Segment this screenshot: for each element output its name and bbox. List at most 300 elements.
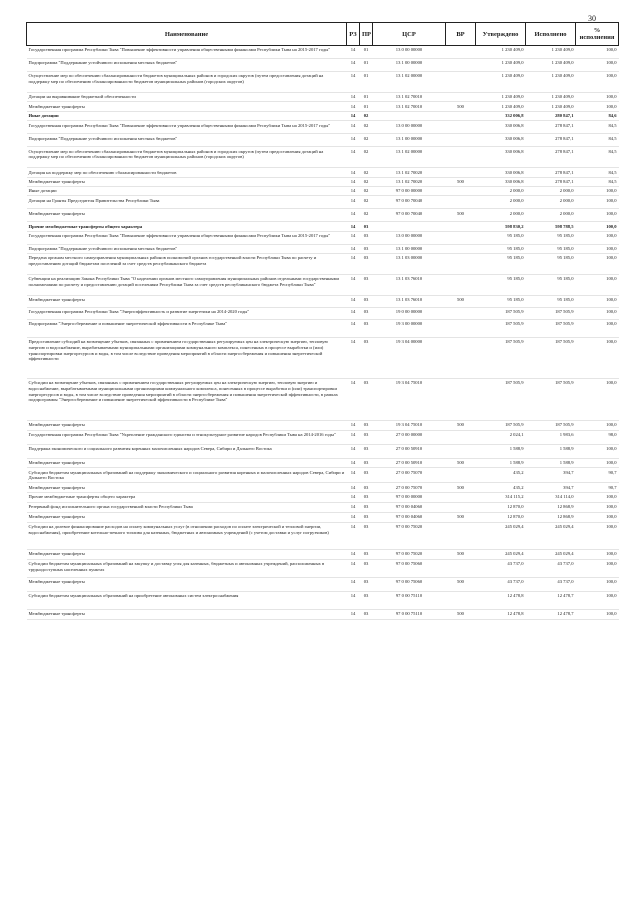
- cell-csr: 13 1 02 70020: [395, 178, 423, 184]
- cell-csr: 97 0 00 00000: [395, 494, 423, 500]
- cell-csr: 27 0 00 75070: [395, 484, 423, 490]
- cell-name: Межбюджетные трансферты: [28, 484, 85, 490]
- cell-percent: 100,0: [606, 309, 617, 315]
- cell-rz: 14: [350, 611, 356, 617]
- cell-csr: 19 3 04 75010: [395, 380, 423, 386]
- header-percent: % исполнения: [576, 23, 619, 46]
- table-row: [27, 222, 619, 231]
- cell-pr: 03: [363, 309, 369, 315]
- cell-rz: 14: [350, 339, 356, 345]
- cell-rz: 14: [350, 94, 356, 100]
- cell-pr: 01: [363, 103, 369, 109]
- cell-name: Подпрограмма "Поддержание устойчивого исполнения местных бюджетов": [28, 60, 178, 66]
- cell-pr: 03: [363, 469, 369, 475]
- cell-percent: 100,0: [606, 561, 617, 567]
- cell-vr: [446, 445, 476, 459]
- cell-vr: [446, 222, 476, 231]
- cell-pr: 03: [363, 246, 369, 252]
- cell-vr: [446, 111, 476, 120]
- cell-percent: 84,5: [608, 135, 617, 141]
- cell-executed: 187 505,9: [555, 422, 574, 428]
- cell-rz: 14: [350, 297, 356, 303]
- cell-pr: 01: [363, 73, 369, 79]
- cell-csr: 13 1 02 00000: [395, 73, 423, 79]
- cell-vr: [446, 320, 476, 338]
- cell-approved: 435,2: [513, 484, 524, 490]
- cell-approved: 330 006,8: [505, 135, 524, 141]
- cell-name: Поддержка экономического и социального развития коренных малочисленных народов Севера, Сибири и Дальнего Востока: [28, 446, 272, 452]
- cell-executed: 2 000,0: [559, 210, 574, 216]
- cell-rz: 14: [350, 551, 356, 557]
- header-executed: Исполнено: [526, 23, 576, 46]
- cell-csr: 13 1 03 76010: [395, 276, 423, 282]
- table-row: [27, 111, 619, 120]
- cell-percent: 100,0: [606, 380, 617, 386]
- cell-name: Подпрограмма "Энергосбережение и повышение энергетической эффективности в Республике Тыва": [28, 321, 228, 327]
- cell-pr: 03: [363, 611, 369, 617]
- cell-executed: 1 230 409,0: [551, 73, 574, 79]
- cell-approved: 1 230 409,0: [501, 103, 524, 109]
- cell-pr: 03: [363, 561, 369, 567]
- table-row: [27, 591, 619, 609]
- cell-percent: 100,0: [606, 297, 617, 303]
- cell-csr: 13 1 02 70020: [395, 169, 423, 175]
- cell-pr: 03: [363, 223, 369, 229]
- cell-executed: 394,7: [563, 469, 574, 475]
- table-row: [27, 559, 619, 577]
- cell-pr: 01: [363, 94, 369, 100]
- cell-pr: 03: [363, 579, 369, 585]
- cell-rz: 14: [350, 188, 356, 194]
- table-row: [27, 254, 619, 275]
- cell-rz: 14: [350, 309, 356, 315]
- cell-percent: 100,0: [606, 103, 617, 109]
- cell-percent: 90,7: [608, 484, 617, 490]
- cell-pr: 01: [363, 47, 369, 53]
- cell-csr: 13 0 00 00000: [395, 122, 423, 128]
- cell-vr: [446, 591, 476, 609]
- cell-approved: 43 737,0: [507, 561, 524, 567]
- table-row: [27, 296, 619, 308]
- cell-executed: 278 847,1: [555, 169, 574, 175]
- cell-csr: 97 0 00 75110: [395, 593, 423, 599]
- cell-executed: 95 185,0: [557, 276, 574, 282]
- table-row: [27, 102, 619, 111]
- cell-csr: 19 3 00 00000: [395, 321, 423, 327]
- cell-pr: 03: [363, 446, 369, 452]
- cell-csr: 97 0 00 75060: [395, 561, 423, 567]
- cell-percent: 100,0: [606, 246, 617, 252]
- cell-pr: 02: [363, 178, 369, 184]
- cell-vr: [446, 338, 476, 379]
- cell-csr: 97 0 00 75020: [395, 551, 423, 557]
- cell-name: Предоставление субсидий на возмещение убытков, связанных с применением государственных регулируемых цен на электрическую энергию, тепловую энергию и водоснабжение, вырабатываемыми муниципальными организациями коммунального комплекса, понесенных в процессе выработки и (или) транспортировки энергоресурсов и воды, в том числе вследствие проведения мероприятий в области энергосбережения и повышения энергетической эффективности: [28, 339, 328, 362]
- cell-name: Прочие межбюджетные трансферты общего характера: [28, 223, 143, 229]
- cell-csr: 97 0 00 75020: [395, 524, 423, 530]
- cell-executed: 95 185,0: [557, 246, 574, 252]
- header-csr: ЦСР: [373, 23, 446, 46]
- cell-vr: 500: [457, 422, 464, 428]
- cell-rz: 14: [350, 514, 356, 520]
- cell-approved: 2 000,0: [509, 210, 524, 216]
- cell-csr: 19 0 00 00000: [395, 309, 423, 315]
- cell-vr: [446, 244, 476, 253]
- cell-rz: 14: [350, 103, 356, 109]
- table-row: [27, 46, 619, 59]
- cell-vr: [446, 134, 476, 147]
- cell-executed: 278 847,1: [555, 178, 574, 184]
- cell-rz: 14: [350, 197, 356, 203]
- cell-vr: 500: [457, 210, 464, 216]
- cell-name: Межбюджетные трансферты: [28, 103, 85, 109]
- table-row: [27, 421, 619, 431]
- cell-name: Субсидии бюджетам муниципальных образований на поддержку экономического и социального развития коренных и малочисленных народов Севера, Сибири и Дальнего Востока: [28, 469, 345, 481]
- cell-approved: 330 006,8: [505, 122, 524, 128]
- cell-vr: [446, 168, 476, 177]
- cell-csr: 97 0 00 75110: [395, 611, 423, 617]
- cell-percent: 100,0: [606, 223, 617, 229]
- cell-approved: 12 870,0: [507, 504, 524, 510]
- cell-percent: 100,0: [606, 73, 617, 79]
- cell-name: Подпрограмма "Поддержание устойчивого исполнения местных бюджетов": [28, 135, 178, 141]
- cell-name: Субсидии бюджетам муниципальных образований на приобретение автономных систем электроснабжения: [28, 593, 239, 599]
- table-row: [27, 522, 619, 549]
- table-row: [27, 320, 619, 338]
- cell-percent: 100,0: [606, 255, 617, 261]
- cell-executed: 1 588,9: [559, 460, 574, 466]
- table-row: [27, 459, 619, 468]
- cell-rz: 14: [350, 524, 356, 530]
- table-row: [27, 512, 619, 522]
- cell-pr: 01: [363, 60, 369, 66]
- cell-executed: 43 737,0: [557, 579, 574, 585]
- cell-executed: 1 230 409,0: [551, 94, 574, 100]
- page-number: 30: [588, 14, 596, 23]
- cell-vr: [446, 231, 476, 244]
- cell-name: Субсидии на возмещение убытков, связанных с применением государственных регулируемых цен на электрическую энергию, тепловую энергию и водоснабжение, вырабатываемыми муниципальными организациями коммунального комплекса, понесенных в процессе выработки и (или) транспортировки энергоресурсов и воды, в том числе вследствие проведения мероприятий в области энергосбережения и повышения энергетической эффективности, в рамках подпрограммы "Энергосбережение и повышение энергетической эффективности в Республике Тыва": [28, 380, 338, 403]
- cell-percent: 100,0: [606, 446, 617, 452]
- cell-percent: 100,0: [606, 579, 617, 585]
- cell-vr: [446, 59, 476, 72]
- cell-rz: 14: [350, 148, 356, 154]
- table-row: [27, 244, 619, 253]
- cell-percent: 100,0: [606, 593, 617, 599]
- cell-name: Осуществление мер по обеспечению сбалансированности бюджетов муниципальных районов и городских округов (путем предоставления дотаций на поддержку мер по обеспечению сбалансированности бюджетов муниципальных районов (городских округов): [28, 148, 324, 160]
- cell-name: Дотации на выравнивание бюджетной обеспеченности: [28, 94, 136, 100]
- cell-vr: 500: [457, 484, 464, 490]
- cell-percent: 90,7: [608, 469, 617, 475]
- cell-csr: 13 1 00 00000: [395, 246, 423, 252]
- cell-vr: [446, 275, 476, 296]
- cell-executed: 187 505,9: [555, 309, 574, 315]
- cell-csr: 13 1 03 00000: [395, 255, 423, 261]
- cell-name: Межбюджетные трансферты: [28, 551, 85, 557]
- cell-percent: 100,0: [606, 422, 617, 428]
- cell-vr: 500: [457, 514, 464, 520]
- cell-name: Межбюджетные трансферты: [28, 611, 85, 617]
- cell-percent: 100,0: [606, 276, 617, 282]
- cell-approved: 95 185,0: [507, 255, 524, 261]
- cell-rz: 14: [350, 446, 356, 452]
- cell-executed: 187 505,9: [555, 339, 574, 345]
- cell-pr: 02: [363, 113, 369, 119]
- table-row: [27, 147, 619, 168]
- table-row: [27, 196, 619, 209]
- cell-pr: 03: [363, 494, 369, 500]
- cell-rz: 14: [350, 246, 356, 252]
- table-row: [27, 502, 619, 512]
- cell-csr: [373, 111, 446, 120]
- cell-rz: 14: [350, 380, 356, 386]
- cell-executed: 187 505,9: [555, 380, 574, 386]
- cell-percent: 100,0: [606, 94, 617, 100]
- cell-approved: 598 830,2: [505, 223, 524, 229]
- cell-percent: 100,0: [606, 233, 617, 239]
- table-row: [27, 275, 619, 296]
- cell-approved: 187 505,9: [505, 380, 524, 386]
- cell-name: Межбюджетные трансферты: [28, 514, 85, 520]
- cell-rz: 14: [350, 504, 356, 510]
- cell-csr: 97 0 00 70040: [395, 210, 423, 216]
- cell-pr: 03: [363, 593, 369, 599]
- cell-csr: 27 0 00 50910: [395, 460, 423, 466]
- cell-rz: 14: [350, 60, 356, 66]
- budget-execution-table: [26, 22, 619, 620]
- cell-rz: 14: [350, 122, 356, 128]
- cell-pr: 02: [363, 148, 369, 154]
- cell-vr: 500: [457, 611, 464, 617]
- cell-rz: 14: [350, 169, 356, 175]
- cell-csr: 13 0 00 00000: [395, 47, 423, 53]
- table-row: [27, 379, 619, 421]
- cell-pr: 03: [363, 233, 369, 239]
- cell-name: Межбюджетные трансферты: [28, 460, 85, 466]
- cell-approved: 2 000,0: [509, 188, 524, 194]
- cell-name: Межбюджетные трансферты: [28, 297, 85, 303]
- cell-vr: [446, 308, 476, 320]
- table-row: [27, 431, 619, 445]
- cell-approved: 95 185,0: [507, 276, 524, 282]
- cell-vr: 500: [457, 579, 464, 585]
- cell-vr: [446, 468, 476, 483]
- cell-percent: 100,0: [606, 321, 617, 327]
- cell-name: Межбюджетные трансферты: [28, 579, 85, 585]
- cell-csr: 19 3 04 75010: [395, 422, 423, 428]
- cell-name: Государственная программа Республики Тыва "Повышение эффективности управления общественными финансами Республики Тыва на 2015-2017 годы": [28, 233, 331, 239]
- table-row: [27, 231, 619, 244]
- cell-percent: 100,0: [606, 524, 617, 530]
- cell-name: Государственная программа Республики Тыва "Повышение эффективности управления общественными финансами Республики Тыва на 2015-2017 годы": [28, 122, 331, 128]
- cell-pr: 03: [363, 432, 369, 438]
- cell-csr: 97 0 00 00000: [395, 188, 423, 194]
- cell-approved: 245 029,4: [505, 551, 524, 557]
- cell-name: Дотации на Гранты Председателя Правительства Республики Тыва: [28, 197, 160, 203]
- cell-pr: 02: [363, 122, 369, 128]
- table-row: [27, 177, 619, 186]
- cell-executed: 1 230 409,0: [551, 47, 574, 53]
- cell-rz: 14: [350, 422, 356, 428]
- cell-pr: 02: [363, 210, 369, 216]
- cell-rz: 14: [350, 484, 356, 490]
- cell-executed: 1 588,9: [559, 446, 574, 452]
- cell-approved: 330 006,8: [505, 178, 524, 184]
- cell-percent: 84,5: [608, 148, 617, 154]
- cell-pr: 03: [363, 422, 369, 428]
- cell-percent: 100,0: [606, 60, 617, 66]
- cell-percent: 100,0: [606, 339, 617, 345]
- table-row: [27, 577, 619, 591]
- cell-approved: 1 230 409,0: [501, 60, 524, 66]
- cell-name: Межбюджетные трансферты: [28, 178, 85, 184]
- cell-approved: 435,2: [513, 469, 524, 475]
- cell-vr: [446, 147, 476, 168]
- cell-percent: 100,0: [606, 514, 617, 520]
- cell-approved: 12 870,0: [507, 514, 524, 520]
- cell-approved: 187 505,9: [505, 309, 524, 315]
- cell-executed: 12 478,7: [557, 593, 574, 599]
- cell-executed: 2 000,0: [559, 188, 574, 194]
- cell-executed: 245 029,4: [555, 551, 574, 557]
- cell-csr: 97 0 00 04060: [395, 514, 423, 520]
- cell-pr: 03: [363, 276, 369, 282]
- cell-executed: 43 737,0: [557, 561, 574, 567]
- cell-approved: 187 505,9: [505, 339, 524, 345]
- table-row: [27, 186, 619, 195]
- header-name: Наименование: [27, 23, 347, 46]
- cell-pr: 03: [363, 460, 369, 466]
- cell-approved: 95 185,0: [507, 233, 524, 239]
- cell-percent: 100,0: [606, 47, 617, 53]
- cell-name: Государственная программа Республики Тыва "Укрепление гражданского единства и этнокультурное развитие народов Республики Тыва на 2014-2016 годы": [28, 432, 336, 438]
- cell-name: Иные дотации: [28, 113, 59, 119]
- cell-name: Дотация на поддержку мер по обеспечению сбалансированности бюджетов: [28, 169, 177, 175]
- cell-pr: 03: [363, 339, 369, 345]
- cell-approved: 2 000,0: [509, 197, 524, 203]
- cell-approved: 95 185,0: [507, 297, 524, 303]
- cell-rz: 14: [350, 223, 356, 229]
- cell-name: Прочие межбюджетные трансферты общего характера: [28, 494, 136, 500]
- cell-approved: 1 230 409,0: [501, 47, 524, 53]
- cell-name: Межбюджетные трансферты: [28, 210, 85, 216]
- cell-executed: 187 505,9: [555, 321, 574, 327]
- cell-pr: 02: [363, 197, 369, 203]
- cell-executed: 280 847,1: [555, 113, 574, 119]
- cell-vr: 500: [457, 460, 464, 466]
- cell-vr: [446, 559, 476, 577]
- cell-approved: 1 230 409,0: [501, 73, 524, 79]
- table-row: [27, 121, 619, 134]
- cell-approved: 314 115,2: [505, 494, 524, 500]
- cell-executed: 314 114,0: [555, 494, 574, 500]
- cell-vr: [446, 46, 476, 59]
- cell-executed: 1 983,6: [559, 432, 574, 438]
- cell-csr: 97 0 00 04060: [395, 504, 423, 510]
- cell-vr: [446, 502, 476, 512]
- cell-percent: 100,0: [606, 494, 617, 500]
- cell-vr: [446, 186, 476, 195]
- cell-pr: 03: [363, 255, 369, 261]
- cell-name: Иные дотации: [28, 188, 57, 194]
- header-rz: РЗ: [347, 23, 360, 46]
- cell-rz: 14: [350, 135, 356, 141]
- cell-name: Подпрограмма "Поддержание устойчивого исполнения местных бюджетов": [28, 246, 178, 252]
- cell-rz: 14: [350, 321, 356, 327]
- cell-approved: 2 024,1: [509, 432, 524, 438]
- cell-name: Государственная программа Республики Тыва "Энергоэффективность и развитие энергетики на 2014-2020 годы": [28, 309, 250, 315]
- cell-executed: 12 868,9: [557, 504, 574, 510]
- cell-percent: 84,6: [608, 113, 617, 119]
- cell-rz: 14: [350, 593, 356, 599]
- cell-percent: 100,0: [606, 188, 617, 194]
- cell-csr: 13 1 03 76010: [395, 297, 423, 303]
- table-row: [27, 168, 619, 177]
- cell-approved: 330 006,8: [505, 169, 524, 175]
- cell-rz: 14: [350, 561, 356, 567]
- cell-rz: 14: [350, 73, 356, 79]
- cell-executed: 278 847,1: [555, 122, 574, 128]
- cell-csr: 27 0 00 75070: [395, 469, 423, 475]
- cell-rz: 14: [350, 233, 356, 239]
- cell-executed: 245 029,4: [555, 524, 574, 530]
- cell-csr: 97 0 00 75060: [395, 579, 423, 585]
- cell-csr: 13 1 00 00000: [395, 60, 423, 66]
- cell-pr: 02: [363, 169, 369, 175]
- cell-rz: 14: [350, 178, 356, 184]
- table-row: [27, 609, 619, 619]
- cell-approved: 1 588,9: [509, 446, 524, 452]
- cell-executed: 598 788,5: [555, 223, 574, 229]
- cell-approved: 1 588,9: [509, 460, 524, 466]
- cell-name: Субсидии на долевое финансирование расходов на оплату коммунальных услуг (в отношении расходов по оплате электрической и тепловой энергии, водоснабжения), приобретение котельно-печного топлива для казенных, бюджетных и автономных учреждений (с учетом доставки и услуг погрузчиков): [28, 524, 329, 535]
- cell-executed: 12 478,7: [557, 611, 574, 617]
- cell-csr: 13 0 00 00000: [395, 233, 423, 239]
- cell-pr: 03: [363, 514, 369, 520]
- cell-csr: [373, 222, 446, 231]
- cell-pr: 03: [363, 321, 369, 327]
- cell-name: Осуществление мер по обеспечению сбалансированности бюджетов муниципальных районов и городских округов (путем предоставления дотаций на поддержку мер по обеспечению сбалансированности бюджетов муниципальных районов (городских округов): [28, 73, 324, 84]
- table-row: [27, 209, 619, 222]
- cell-vr: 500: [457, 178, 464, 184]
- cell-vr: 500: [457, 297, 464, 303]
- header-pr: ПР: [360, 23, 373, 46]
- cell-executed: 2 000,0: [559, 197, 574, 203]
- cell-rz: 14: [350, 579, 356, 585]
- cell-csr: 97 0 00 70040: [395, 197, 423, 203]
- table-row: [27, 134, 619, 147]
- cell-executed: 1 230 409,0: [551, 60, 574, 66]
- cell-vr: 500: [457, 551, 464, 557]
- cell-executed: 278 847,1: [555, 135, 574, 141]
- table-header-row: [27, 23, 619, 46]
- cell-name: Передача органам местного самоуправления муниципальных районов полномочий органов государственной власти Республики Тыва по расчету и предоставлению дотаций бюджетам поселений за счет средств республиканского бюджета: [28, 255, 317, 266]
- cell-csr: 27 0 00 00000: [395, 432, 423, 438]
- cell-vr: [446, 121, 476, 134]
- cell-rz: 14: [350, 47, 356, 53]
- cell-approved: 332 006,8: [505, 113, 524, 119]
- table-row: [27, 445, 619, 459]
- table-row: [27, 308, 619, 320]
- cell-executed: 95 185,0: [557, 233, 574, 239]
- cell-executed: 1 230 409,0: [551, 103, 574, 109]
- cell-pr: 03: [363, 504, 369, 510]
- cell-executed: 12 868,9: [557, 514, 574, 520]
- cell-approved: 187 505,9: [505, 321, 524, 327]
- cell-percent: 100,0: [606, 197, 617, 203]
- table-row: [27, 93, 619, 102]
- cell-percent: 98,0: [608, 432, 617, 438]
- cell-vr: [446, 379, 476, 421]
- table-row: [27, 492, 619, 502]
